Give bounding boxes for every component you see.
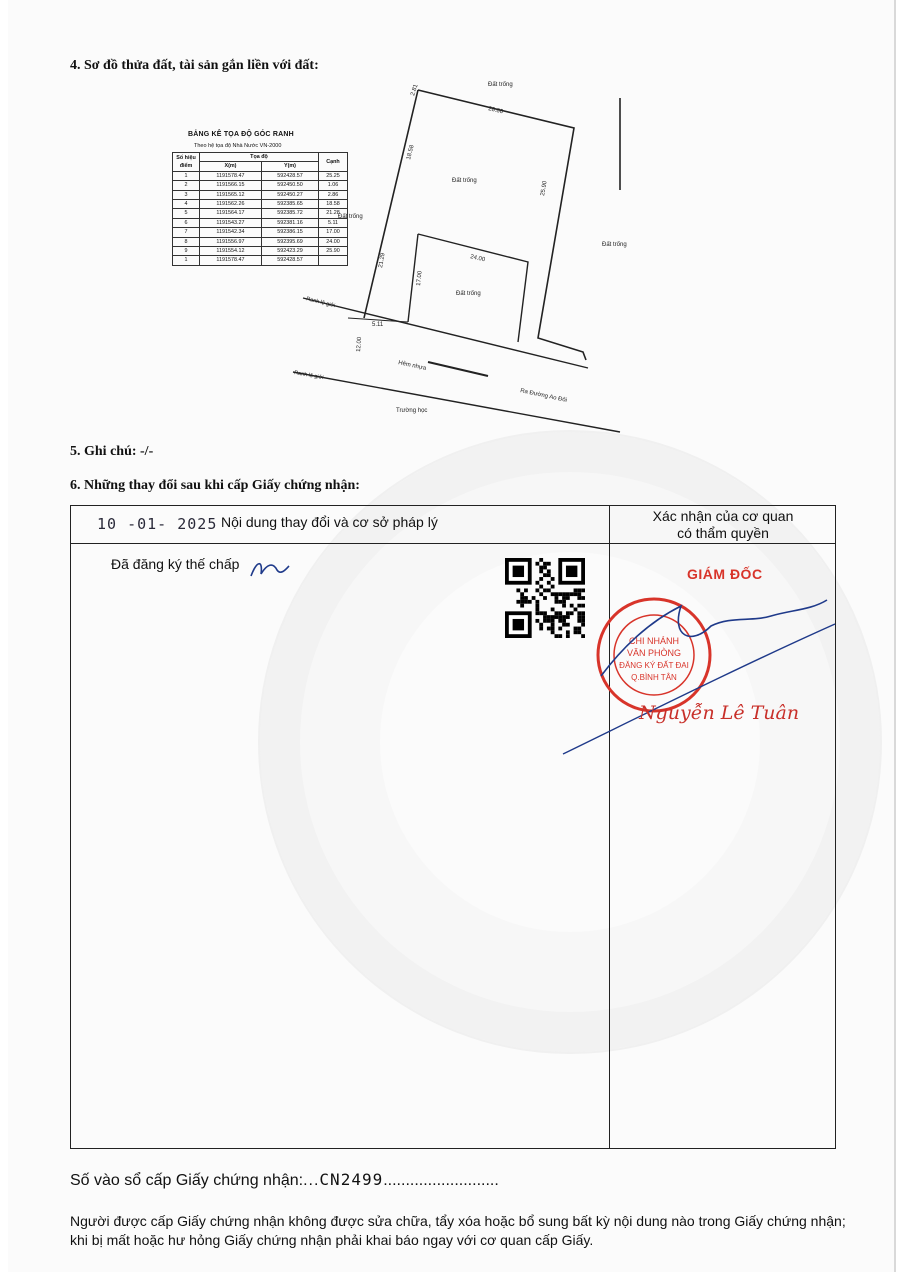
label-school: Trường học: [396, 408, 428, 414]
coord-cell-x: 1191578.47: [200, 256, 262, 265]
parcel-boundary-left: [364, 90, 418, 318]
coord-cell-x: 1191562.26: [200, 200, 262, 209]
coord-cell-x: 1191542.34: [200, 228, 262, 237]
label-alley: Hẻm nhựa: [397, 360, 427, 372]
registration-number-line: Số vào sổ cấp Giấy chứng nhận:...CN2499..........................: [70, 1170, 499, 1189]
coord-cell-no: 1: [173, 256, 200, 265]
boundary-line-upper: [303, 298, 588, 368]
authority-header-line2: có thẩm quyền: [677, 525, 769, 541]
dim-5-11: 5.11: [372, 322, 384, 328]
road-centerline: [428, 362, 488, 376]
coord-cell-x: 1191564.17: [200, 209, 262, 218]
coord-cell-y: 592428.57: [261, 171, 318, 180]
initials-signature-icon: [247, 556, 291, 582]
registration-label: Số vào sổ cấp Giấy chứng nhận:: [70, 1172, 304, 1189]
coord-cell-x: 1191543.27: [200, 218, 262, 227]
label-top-land: Đất trống: [488, 82, 513, 88]
coord-table-subtitle: Theo hệ tọa độ Nhà Nước VN-2000: [194, 143, 282, 149]
section-6-heading: 6. Những thay đổi sau khi cấp Giấy chứng nhận:: [70, 478, 360, 493]
coord-cell-x: 1191556.97: [200, 237, 262, 246]
coord-cell-edge: 2.86: [319, 190, 348, 199]
header-y: Y(m): [261, 162, 318, 171]
dim-25-90: 25.90: [540, 180, 549, 197]
coord-cell-edge: 17.00: [319, 228, 348, 237]
authority-header-line1: Xác nhận của cơ quan: [652, 508, 794, 524]
dim-18-58: 18.58: [406, 144, 416, 161]
label-road: Ra Đường Ao Đôi: [519, 388, 568, 404]
svg-text:VĂN PHÒNG: VĂN PHÒNG: [626, 648, 682, 658]
dim-28-86: 28.86: [487, 106, 504, 116]
label-parcel-upper: Đất trống: [452, 178, 477, 184]
header-x: X(m): [200, 162, 262, 171]
coord-cell-y: 592381.16: [261, 218, 318, 227]
coord-cell-y: 592423.29: [261, 247, 318, 256]
coord-cell-edge: 25.90: [319, 247, 348, 256]
coord-cell-y: 592385.72: [261, 209, 318, 218]
boundary-line-lower: [293, 372, 620, 432]
coord-cell-x: 1191565.12: [200, 190, 262, 199]
label-boundary-lower: Ranh lộ giới: [293, 370, 324, 382]
coord-cell-y: 592450.50: [261, 181, 318, 190]
coord-cell-edge: 21.28: [319, 209, 348, 218]
signature-stroke-icon: [561, 596, 837, 766]
coord-cell-x: 1191578.47: [200, 171, 262, 180]
dim-2-81: 2.81: [410, 83, 420, 97]
coord-cell-edge: 5.11: [319, 218, 348, 227]
table-divider-horizontal-right: [609, 543, 835, 544]
header-point: Số hiệu điểm: [173, 153, 200, 172]
coord-cell-no: 4: [173, 200, 200, 209]
parcel-boundary-right: [418, 90, 586, 360]
coord-cell-no: 6: [173, 218, 200, 227]
label-parcel-lower: Đất trống: [456, 291, 481, 297]
dim-17-00: 17.00: [416, 270, 424, 287]
coord-cell-no: 9: [173, 247, 200, 256]
dim-24-00: 24.00: [469, 254, 486, 264]
stamp-title: GIÁM ĐỐC: [687, 566, 763, 582]
certificate-page: [8, 0, 896, 1272]
coord-cell-no: 3: [173, 190, 200, 199]
section-4-heading: 4. Sơ đồ thửa đất, tài sản gắn liền với đất:: [70, 58, 319, 73]
coord-cell-y: 592385.65: [261, 200, 318, 209]
coord-cell-edge: 18.58: [319, 200, 348, 209]
coord-cell-x: 1191554.12: [200, 247, 262, 256]
svg-text:ĐĂNG KÝ ĐẤT ĐAI: ĐĂNG KÝ ĐẤT ĐAI: [619, 661, 689, 670]
coord-cell-no: 1: [173, 171, 200, 180]
changes-table: [70, 505, 836, 1149]
coord-cell-no: 2: [173, 181, 200, 190]
coord-cell-x: 1191566.15: [200, 181, 262, 190]
table-divider-horizontal: [71, 543, 609, 544]
header-coords: Tọa độ: [200, 153, 319, 162]
coord-cell-y: 592428.57: [261, 256, 318, 265]
coord-cell-no: 8: [173, 237, 200, 246]
inner-parcel-top: [418, 234, 528, 342]
header-edge: Cạnh: [319, 153, 348, 172]
coord-cell-no: 7: [173, 228, 200, 237]
coord-cell-edge: 25.25: [319, 171, 348, 180]
change-date: 10 -01- 2025: [97, 515, 218, 533]
coord-cell-no: 5: [173, 209, 200, 218]
coord-cell-y: 592386.15: [261, 228, 318, 237]
mortgage-entry: Đã đăng ký thế chấp: [111, 556, 240, 572]
parcel-sketch: [8, 0, 894, 440]
coord-cell-y: 592450.27: [261, 190, 318, 199]
changes-content-header: Nội dung thay đổi và cơ sở pháp lý: [221, 514, 438, 530]
coord-cell-edge: 24.00: [319, 237, 348, 246]
coord-cell-edge: 1.06: [319, 181, 348, 190]
notice-text: Người được cấp Giấy chứng nhận không được sửa chữa, tẩy xóa hoặc bổ sung bất kỳ nội dung nào trong Giấy chứng nhận; khi bị mất hoặc hư hỏng Giấy chứng nhận phải khai báo ngay với cơ quan cấp Giấy.: [70, 1213, 846, 1248]
coord-table-title: BẢNG KÊ TỌA ĐỘ GÓC RANH: [188, 131, 294, 138]
svg-text:CHI NHÁNH: CHI NHÁNH: [628, 636, 680, 646]
svg-text:Q.BÌNH TÂN: Q.BÌNH TÂN: [631, 673, 677, 682]
dim-12-00: 12.00: [356, 336, 364, 353]
authority-header: [609, 508, 837, 542]
label-right-land: Đất trống: [602, 242, 627, 248]
dim-21-29: 21.29: [378, 252, 387, 269]
section-5-heading: 5. Ghi chú: -/-: [70, 444, 154, 459]
coord-cell-y: 592395.69: [261, 237, 318, 246]
registration-number: CN2499: [319, 1170, 384, 1189]
signer-name: Nguyễn Lê Tuân: [639, 702, 800, 724]
label-boundary-upper: Ranh lộ giới: [305, 296, 336, 310]
label-left-land: Đất trống: [338, 214, 363, 220]
